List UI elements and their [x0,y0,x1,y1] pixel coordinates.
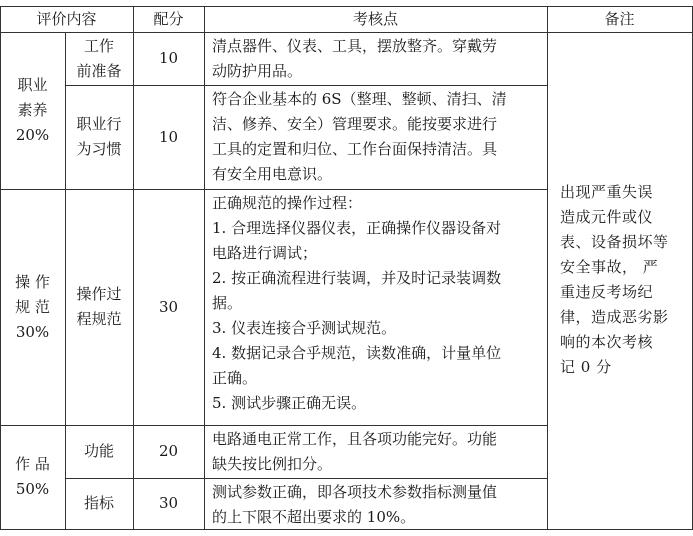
assessment-points: 符合企业基本的 6S（整理、整顿、清扫、清 洁、修养、安全）管理要求。能按要求进行 工具的定置和归位、工作台面保持清洁。具 有安全用电意识。 [212,90,507,183]
header-content: 评价内容 [36,9,97,28]
item-name: 操作过 程规范 [76,285,122,328]
column-divider [547,6,548,530]
item-name: 功能 [83,442,114,460]
assessment-points: 正确规范的操作过程： 1. 合理选择仪器仪表，正确操作仪器设备对 电路进行调试； 2. 按正确流程进行装调，并及时记录装调数 据。 3. 仪表连接合乎测试规范。 4. 数据记录合乎规范，读数准确，计量单位 正确。 5. 测试步骤正确无误。 [212,194,502,412]
group-name: 职业 素养 20% [15,76,50,144]
item-name: 职业行 为习惯 [76,115,122,158]
assessment-points: 测试参数正确，即各项技术参数指标测量值 的上下限不超出要求的 10%。 [212,483,498,526]
assessment-points: 清点器件、仪表、工具，摆放整齐。穿戴劳 动防护用品。 [212,37,498,80]
column-divider [204,6,205,530]
assessment-points: 电路通电正常工作，且各项功能完好。功能 缺失按比例扣分。 [212,430,498,473]
item-name: 指标 [83,494,114,512]
score-value: 30 [158,297,179,316]
header-score: 配分 [153,9,184,28]
group-name: 操 作 规 范 30% [15,272,50,341]
score-value: 10 [158,127,179,146]
score-value: 30 [158,494,179,512]
group-name: 作 品 50% [15,455,50,498]
item-name: 工作 前准备 [76,36,122,80]
header-points: 考核点 [352,9,398,28]
header-remark: 备注 [604,9,635,28]
score-value: 10 [158,49,179,67]
remark-text: 出现严重失误 造成元件或仪 表、设备损坏等 安全事故， 严 重违反考场纪 律，造成恶劣影 响的本次考核 记 0 分 [560,183,669,376]
score-value: 20 [158,442,179,460]
